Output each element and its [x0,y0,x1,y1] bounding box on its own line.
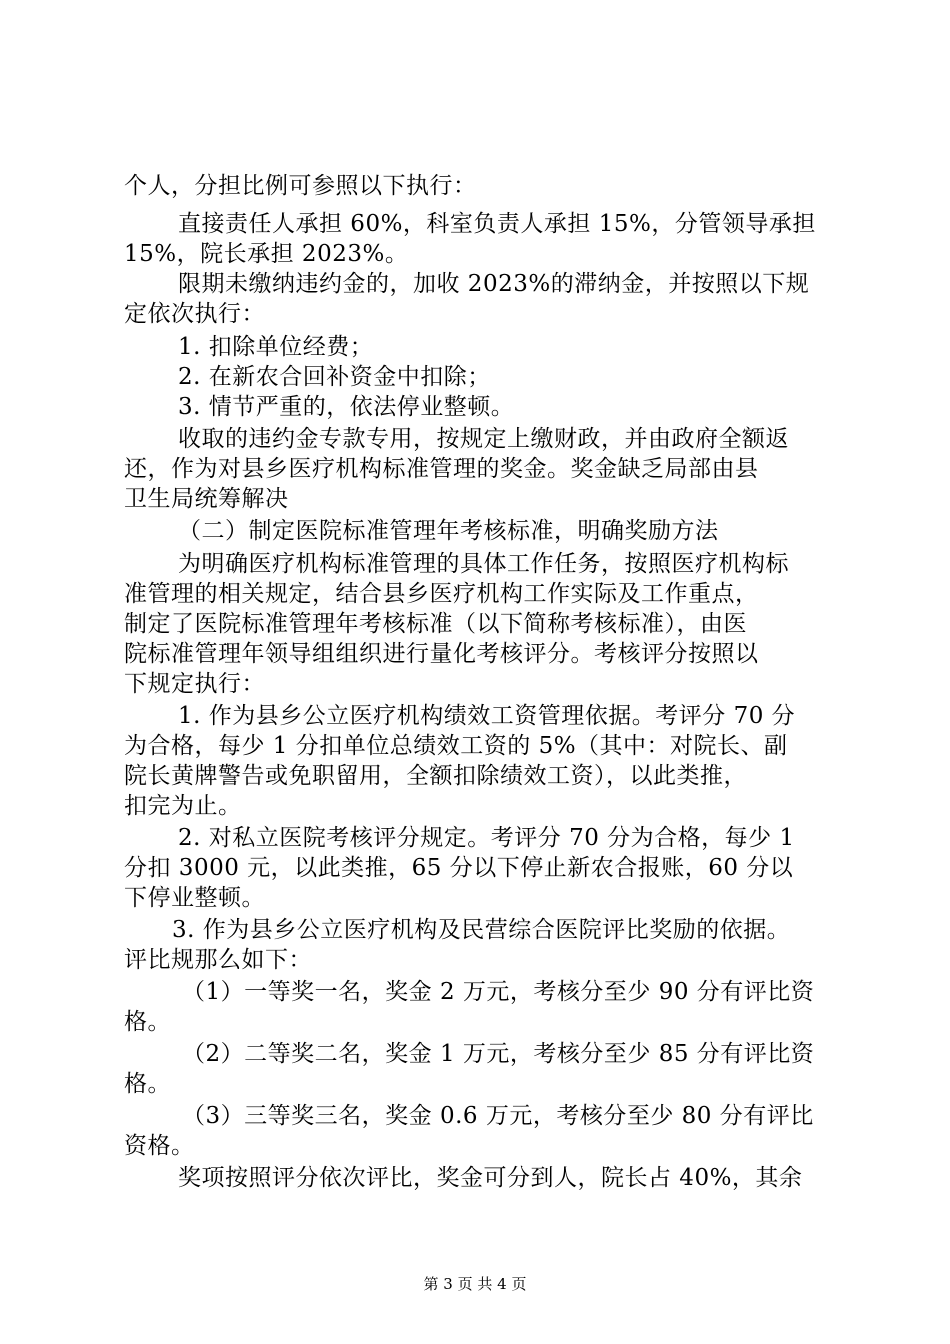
body-line: 定依次执行： [124,301,265,327]
page-number: 第 3 页 共 4 页 [423,1275,527,1293]
body-line: 院长黄牌警告或免职留用，全额扣除绩效工资），以此类推， [124,763,747,789]
body-line: 下规定执行： [124,671,265,697]
body-line: 2. 在新农合回补资金中扣除； [178,364,491,390]
body-line: 3. 作为县乡公立医疗机构及民营综合医院评比奖励的依据。 [172,917,791,943]
body-line: 3. 情节严重的，依法停业整顿。 [178,394,515,420]
body-line: 1. 作为县乡公立医疗机构绩效工资管理依据。考评分 70 分 [178,703,796,729]
body-line: 为合格，每少 1 分扣单位总绩效工资的 5%（其中：对院长、副 [124,733,788,759]
body-line: 格。 [124,1071,171,1097]
body-line: 卫生局统筹解决 [124,486,289,512]
body-line: 15%，院长承担 2023%。 [124,241,409,267]
body-line: 格。 [124,1009,171,1035]
body-line: 1. 扣除单位经费； [178,334,374,360]
body-line: 为明确医疗机构标准管理的具体工作任务，按照医疗机构标 [178,551,789,577]
body-line: （1）一等奖一名，奖金 2 万元，考核分至少 90 分有评比资 [182,979,815,1005]
section-heading: （二）制定医院标准管理年考核标准，明确奖励方法 [178,518,719,544]
body-line: 资格。 [124,1133,195,1159]
body-line: 院标准管理年领导组组织进行量化考核评分。考核评分按照以 [124,641,759,667]
body-line: 下停业整顿。 [124,885,265,911]
body-line: 扣完为止。 [124,793,242,819]
body-line: 准管理的相关规定，结合县乡医疗机构工作实际及工作重点， [124,581,759,607]
body-line: 制定了医院标准管理年考核标准（以下简称考核标准），由医 [124,611,747,637]
body-line: 奖项按照评分依次评比，奖金可分到人，院长占 40%，其余 [178,1165,803,1191]
body-line: 限期未缴纳违约金的，加收 2023%的滞纳金，并按照以下规 [178,271,810,297]
body-line: （2）二等奖二名，奖金 1 万元，考核分至少 85 分有评比资 [182,1041,815,1067]
body-line: 个人，分担比例可参照以下执行： [124,173,477,199]
body-line: （3）三等奖三名，奖金 0.6 万元，考核分至少 80 分有评比 [182,1103,814,1129]
body-line: 2. 对私立医院考核评分规定。考评分 70 分为合格，每少 1 [178,825,795,851]
body-line: 收取的违约金专款专用，按规定上缴财政，并由政府全额返 [178,426,789,452]
body-line: 直接责任人承担 60%，科室负责人承担 15%，分管领导承担 [178,211,816,237]
body-line: 分扣 3000 元，以此类推，65 分以下停止新农合报账，60 分以 [124,855,794,881]
body-line: 还，作为对县乡医疗机构标准管理的奖金。奖金缺乏局部由县 [124,456,759,482]
body-line: 评比规那么如下： [124,947,312,973]
